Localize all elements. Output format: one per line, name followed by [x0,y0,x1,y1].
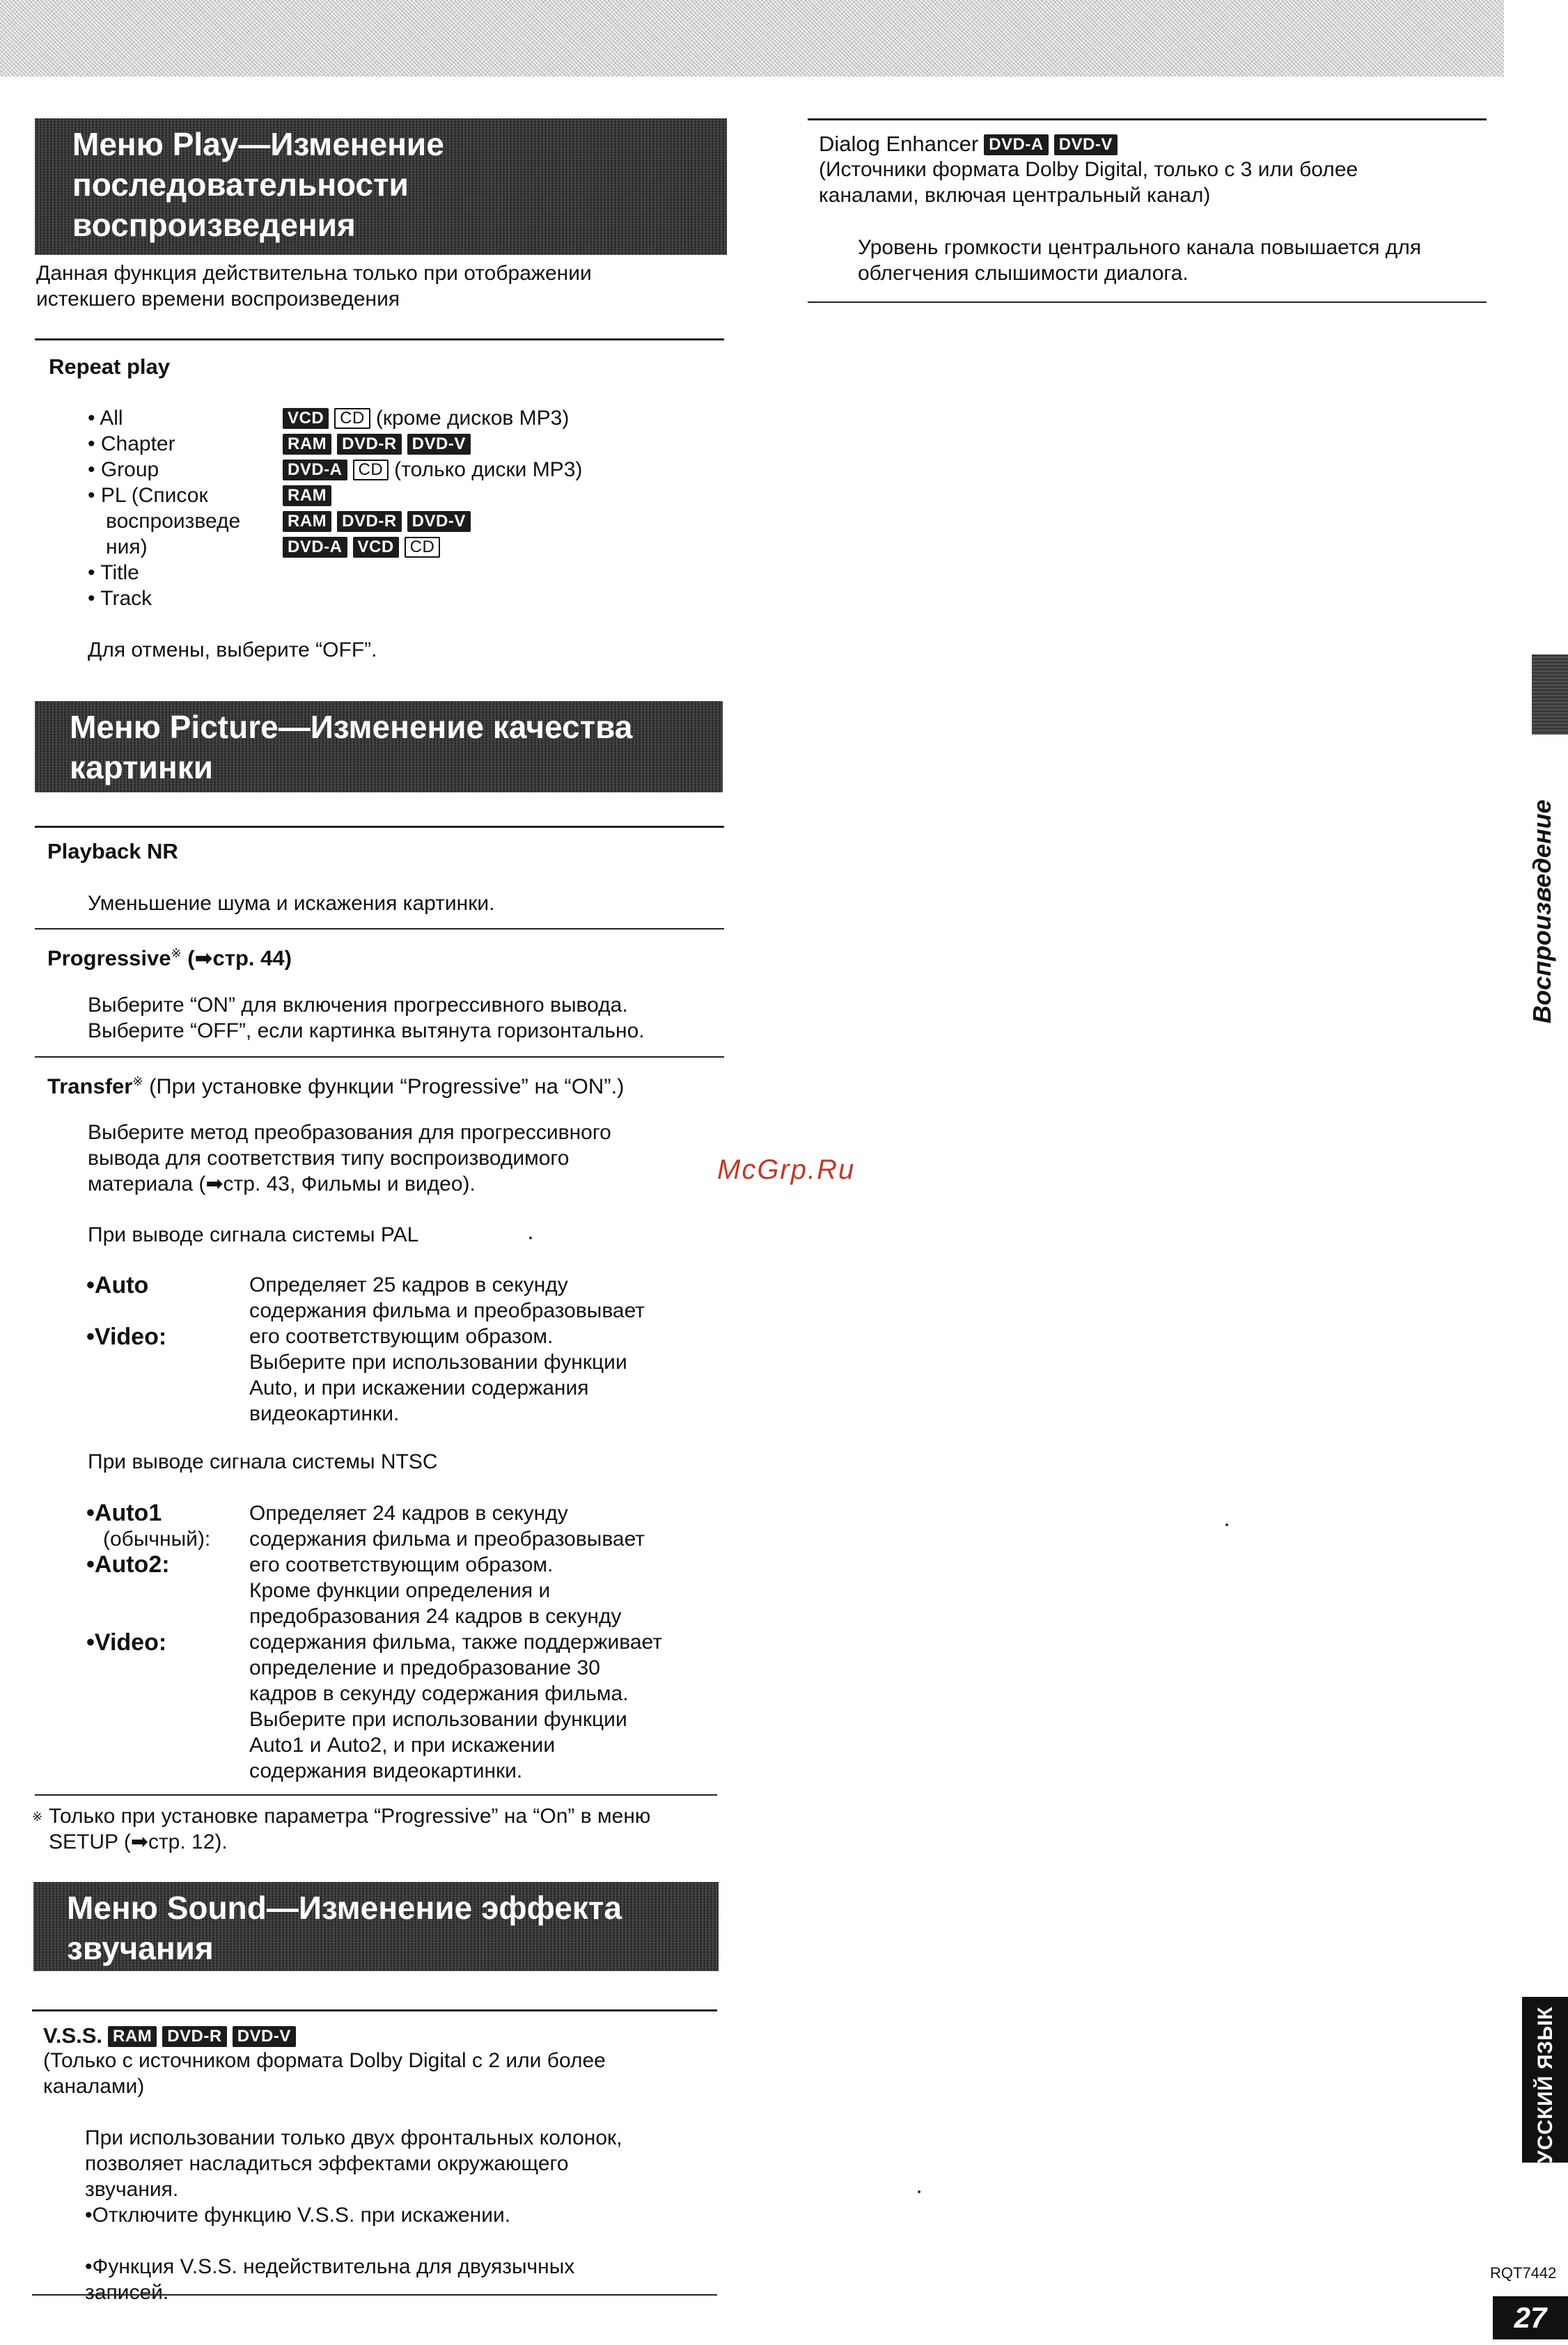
repeat-label: • Title [88,561,139,584]
section-tab-label: Воспроизведение [1528,799,1556,1024]
disc-badge-cd: CD [334,408,370,429]
disc-badge-dvd-a: DVD-A [283,537,347,558]
disc-note: (только диски MP3) [394,458,583,481]
divider [32,2294,717,2296]
divider [35,826,724,828]
disc-row [283,457,728,483]
disc-badge-cd: CD [353,460,389,480]
picture-menu-heading: Меню Picture—Изменение качества картинки [35,701,723,792]
transfer-condition: (При установке функции “Progressive” на “ON”.) [149,1074,625,1099]
vss-title: V.S.S. RAM DVD-R DVD-V [43,2023,301,2048]
vss-text: При использовании только двух фронтальных колонок, позволяет насладиться эффектами окружающего звучания. [85,2126,622,2201]
repeat-label: • Track [88,587,152,610]
progressive-text: Выберите “ON” для включения прогрессивного вывода. Выберите “OFF”, если картинка вытянута горизонтально. [88,994,645,1042]
playback-nr-text: Уменьшение шума и искажения картинки. [88,892,495,915]
bullet: • [88,484,101,507]
progressive-footnote: Только при установке параметра “Progressive” на “On” в меню SETUP (➡стр. 12). [49,1805,651,1853]
bullet: • [86,1272,95,1299]
transfer-text: Выберите метод преобразования для прогрессивного вывода для соответствия типу воспроизводимого материала (➡стр. 43, Фильмы и видео). [88,1121,611,1195]
play-menu-intro: Данная функция действительна только при отображении истекшего времени воспроизведения [36,262,592,311]
ntsc-label: При выводе сигнала системы NTSC [88,1450,438,1473]
repeat-label: • Group [88,458,159,481]
footnote-mark: ※ [32,1810,43,1824]
speck [1225,1523,1228,1526]
disc-badge-dvd-r: DVD-R [337,434,402,455]
bullet: • [88,587,101,610]
divider [35,1056,724,1058]
repeat-play-title: Repeat play [49,354,171,379]
bullet: • [86,1551,95,1578]
ntsc-description: Определяет 24 кадров в секунду содержания фильма и преобразовывает его соответствующим образом. Кроме функции определения и предобразования 24 кадров в секунду содержания фильма, также поддерживает определение и предобразование 30 кадров в секунду содержания фильма. Выберите при использовании функции Auto1 и Auto2, и при искажении содержания видеокартинки. [249,1502,662,1782]
disc-badge-dvd-v: DVD-V [407,511,471,532]
vss-subtitle: (Только с источником формата Dolby Digital с 2 или более каналами) [43,2049,606,2098]
language-tab [1522,1997,1568,2178]
language-tab-label: РУССКИЙ ЯЗЫК [1533,2007,1557,2178]
bullet: • [88,407,100,430]
ntsc-mode-auto1: •Auto1 [86,1500,162,1526]
disc-row [283,508,728,534]
bullet: • [88,458,101,481]
divider [35,1794,717,1796]
top-band [0,0,1504,77]
disc-badge-ram: RAM [283,511,331,532]
disc-badge-ram: RAM [283,434,331,455]
footnote-mark: ※ [171,946,182,960]
bullet: • [88,432,101,455]
divider [35,338,724,340]
ntsc-mode-auto2: •Auto2: [86,1551,170,1578]
disc-row [283,405,728,431]
sound-menu-heading: Меню Sound—Изменение эффекта звучания [33,1882,719,1971]
bullet: • [85,2255,93,2278]
play-menu-heading: Меню Play—Изменение последовательности воспроизведения [35,118,727,255]
repeat-play-labels [88,405,269,611]
repeat-cancel-note: Для отмены, выберите “OFF”. [88,638,377,661]
model-code: RQT7442 [1490,2264,1557,2282]
disc-badge-dvd-v: DVD-V [1054,134,1118,155]
bullet: • [86,1324,95,1350]
divider [35,928,724,930]
speck [529,1237,532,1239]
pal-label: При выводе сигнала системы PAL [88,1223,419,1246]
disc-row [283,431,728,457]
bullet: • [88,561,101,584]
disc-note: (кроме дисков MP3) [375,407,570,430]
disc-badge-dvd-v: DVD-V [233,2026,296,2047]
page-number: 27 [1493,2296,1568,2339]
dialog-enhancer-subtitle: (Источники формата Dolby Digital, только с 3 или более каналами, включая центральный канал) [819,158,1358,207]
disc-badge-vcd: VCD [283,408,329,429]
disc-row [283,534,728,560]
bullet: • [85,2204,93,2227]
footnote-mark: ※ [132,1074,143,1088]
disc-badge-ram: RAM [108,2026,157,2047]
transfer-title: Transfer※ (При установке функции “Progressive” на “ON”.) [47,1074,625,1099]
bullet: • [86,1629,95,1656]
dialog-enhancer-title: Dialog Enhancer DVD-A DVD-V [819,131,1123,157]
repeat-label: воспроизведе [106,510,241,533]
pal-mode-auto: •Auto [86,1272,149,1299]
divider [808,118,1487,120]
progressive-title: Progressive※ (➡стр. 44) [47,946,292,971]
disc-badge-dvd-a: DVD-A [283,460,347,480]
divider [32,2009,717,2011]
repeat-label: • Chapter [88,432,175,455]
playback-nr-title: Playback NR [47,839,178,863]
section-tab-marker [1532,654,1568,735]
disc-badge-dvd-r: DVD-R [162,2026,227,2047]
repeat-label: • All [88,407,123,430]
speck [918,2190,920,2193]
ntsc-mode-video: •Video: [86,1629,167,1656]
pal-mode-video: •Video: [86,1324,167,1350]
disc-badge-cd: CD [405,537,441,558]
disc-badge-dvd-r: DVD-R [337,511,402,532]
divider [808,301,1487,303]
disc-badge-ram: RAM [283,485,331,506]
progressive-page-ref: (➡стр. 44) [187,946,292,971]
repeat-play-discs [283,405,728,560]
ntsc-mode-auto1-note: (обычный): [103,1528,211,1551]
repeat-label: ния) [106,535,148,558]
watermark: McGrp.Ru [717,1154,856,1185]
vss-bullet: •Функция V.S.S. недействительна для двуязычных записей. [85,2255,575,2304]
repeat-label: • PL (Список [88,484,208,507]
disc-row [283,483,728,508]
dialog-enhancer-text: Уровень громкости центрального канала повышается для облегчения слышимости диалога. [858,236,1422,285]
bullet: • [86,1500,95,1526]
disc-badge-vcd: VCD [353,537,399,558]
vss-bullet: •Отключите функцию V.S.S. при искажении. [85,2204,511,2227]
pal-description: Определяет 25 кадров в секунду содержания фильма и преобразовывает его соответствующим образом. Выберите при использовании функции Auto, и при искажении содержания видеокартинки. [249,1273,645,1425]
disc-badge-dvd-v: DVD-V [407,434,471,455]
disc-badge-dvd-a: DVD-A [984,134,1049,155]
